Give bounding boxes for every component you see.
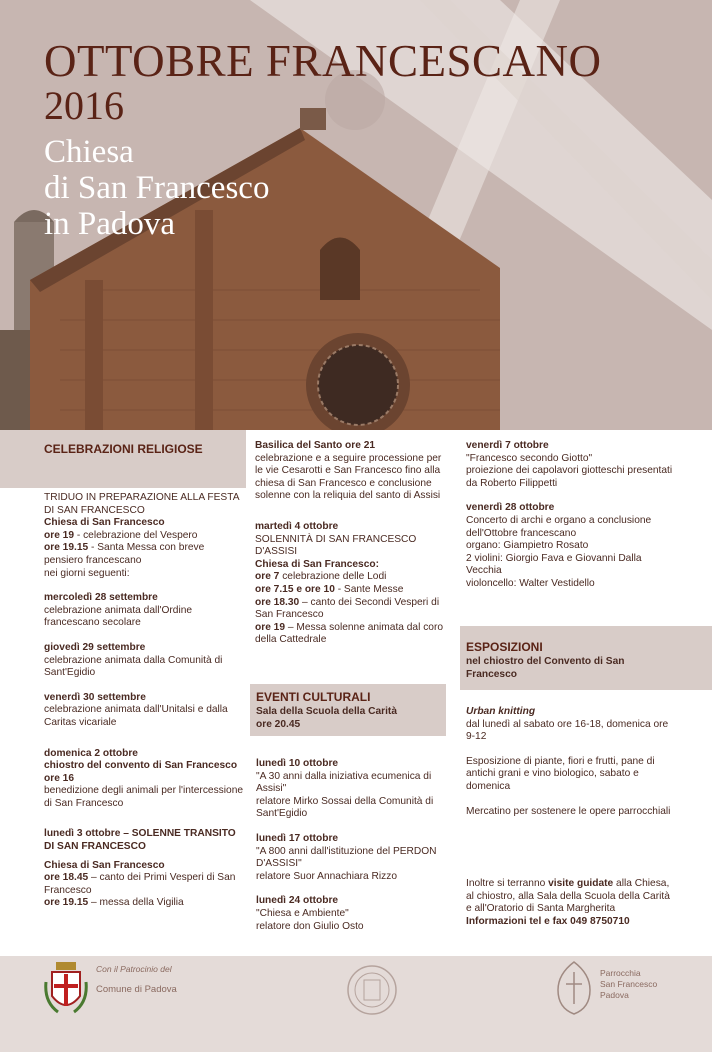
basilica-heading: Basilica del Santo ore 21 — [255, 440, 376, 451]
date-dom-2: domenica 2 ottobre — [44, 747, 138, 759]
column-middle: Basilica del Santo ore 21 celebrazione e a seguire processione per le vie Cesarotti e San Francesco fino alla chiesa di San Francesco e conclusione solenne con la reliquia del santo di Assisi martedì 4 ottobre SOLENNITÀ DI SAN FRANCESCO D'ASSISI Chiesa di San Francesco: ore 7 celebrazione delle Lodi ore 7.15 e ore 10 - Sante Messe ore 18.30 – canto dei Secondi Vesperi di San Francesco ore 19 – Messa solenne animata dal coro della Cattedrale — [255, 440, 450, 647]
main-title: OTTOBRE FRANCESCANO — [44, 36, 602, 86]
center-seal-icon — [340, 964, 404, 1016]
subtitle-line3: in Padova — [44, 206, 176, 242]
date-gio-29: giovedì 29 settembre — [44, 641, 146, 653]
esposizioni-location: nel chiostro del Convento di San Francesco — [466, 656, 625, 680]
contact-info: Informazioni tel e fax 049 8750710 — [466, 915, 630, 927]
column-celebrazioni: TRIDUO IN PREPARAZIONE ALLA FESTA DI SAN FRANCESCO Chiesa di San Francesco ore 19 - celebrazione del Vespero ore 19.15 - Santa Messa con breve pensiero francescano nei giorni seguenti: mercoledì 28 settembre celebrazione animata dall'Ordine francescano secolare giovedì 29 settembre celebrazione animata dalla Comunità di Sant'Egidio venerdì 30 settembre celebrazione animata dall'Unitalsi e dalla Caritas vicariale domenica 2 ottobre chiostro del convento di San Francesco ore 16 benedizione degli animali per l'intercessione di San Francesco lunedì 3 ottobre – SOLENNE TRANSITO DI SAN FRANCESCO Chiesa di San Francesco ore 18.45 – canto dei Primi Vesperi di San Francesco ore 19.15 – messa della Vigilia — [44, 492, 244, 909]
date-v28: venerdì 28 ottobre — [466, 502, 555, 514]
main-title-year: 2016 — [44, 83, 124, 128]
parrocchia-seal-icon — [556, 960, 592, 1016]
date-v7: venerdì 7 ottobre — [466, 440, 549, 451]
footer — [0, 956, 712, 1052]
date-l17: lunedì 17 ottobre — [256, 832, 339, 844]
heading-celebrazioni: CELEBRAZIONI RELIGIOSE — [44, 442, 203, 456]
heading-eventi: EVENTI CULTURALI — [256, 690, 371, 704]
heading-esposizioni: ESPOSIZIONI — [466, 640, 543, 654]
triduo-heading: TRIDUO IN PREPARAZIONE ALLA FESTA DI SAN FRANCESCO — [44, 492, 239, 516]
visite-info: Inoltre si terranno visite guidate alla Chiesa, al chiostro, alla Sala della Scuola della Carità e all'Oratorio di Santa Margherita Informazioni tel e fax 049 8750710 — [466, 878, 676, 928]
date-l10: lunedì 10 ottobre — [256, 758, 339, 769]
eventi-location: Sala della Scuola della Carità ore 20.45 — [256, 706, 397, 730]
column-right: venerdì 7 ottobre "Francesco secondo Giotto" proiezione dei capolavori giotteschi presentati da Roberto Filippetti venerdì 28 ottobre Concerto di archi e organo a conclusione dell'Ottobre francescano organo: Giampietro Rosato 2 violini: Giorgio Fava e Giovanni Dalla Vecchia violoncello: Walter Vestidello — [466, 440, 676, 591]
comune-padova-crest-icon — [44, 962, 88, 1018]
date-l24: lunedì 24 ottobre — [256, 895, 339, 907]
chiesa-label: Chiesa di San Francesco — [44, 517, 165, 529]
title-block — [44, 38, 602, 242]
date-mer-28: mercoledì 28 settembre — [44, 592, 158, 604]
hero-image — [0, 0, 712, 430]
date-lun-3: lunedì 3 ottobre – SOLENNE TRANSITO DI SAN FRANCESCO — [44, 828, 236, 853]
date-ven-30: venerdì 30 settembre — [44, 691, 146, 703]
subtitle-line1: Chiesa — [44, 134, 134, 170]
patrocinio-label: Con il Patrocinio del — [96, 964, 172, 974]
column-eventi: lunedì 10 ottobre "A 30 anni dalla iniziativa ecumenica di Assisi" relatore Mirko Sossai della Comunità di Sant'Egidio lunedì 17 ottobre "A 800 anni dall'istituzione del PERDON D'ASSISI" relatore Suor Annachiara Rizzo lunedì 24 ottobre "Chiesa e Ambiente" relatore don Giulio Osto — [256, 758, 451, 933]
column-esposizioni: Urban knitting dal lunedì al sabato ore 16-18, domenica ore 9-12 Esposizione di piante, fiori e frutti, pane di antichi grani e vino biologico, sabato e domenica Mercatino per sostenere le opere parrocchiali — [466, 706, 676, 818]
urban-knitting: Urban knitting — [466, 706, 536, 717]
date-mar-4: martedì 4 ottobre — [255, 520, 339, 532]
comune-label: Comune di Padova — [96, 984, 177, 995]
section-band-celebrazioni — [0, 430, 246, 488]
parrocchia-label: Parrocchia San Francesco Padova — [600, 968, 658, 1000]
subtitle-line2: di San Francesco — [44, 170, 270, 206]
